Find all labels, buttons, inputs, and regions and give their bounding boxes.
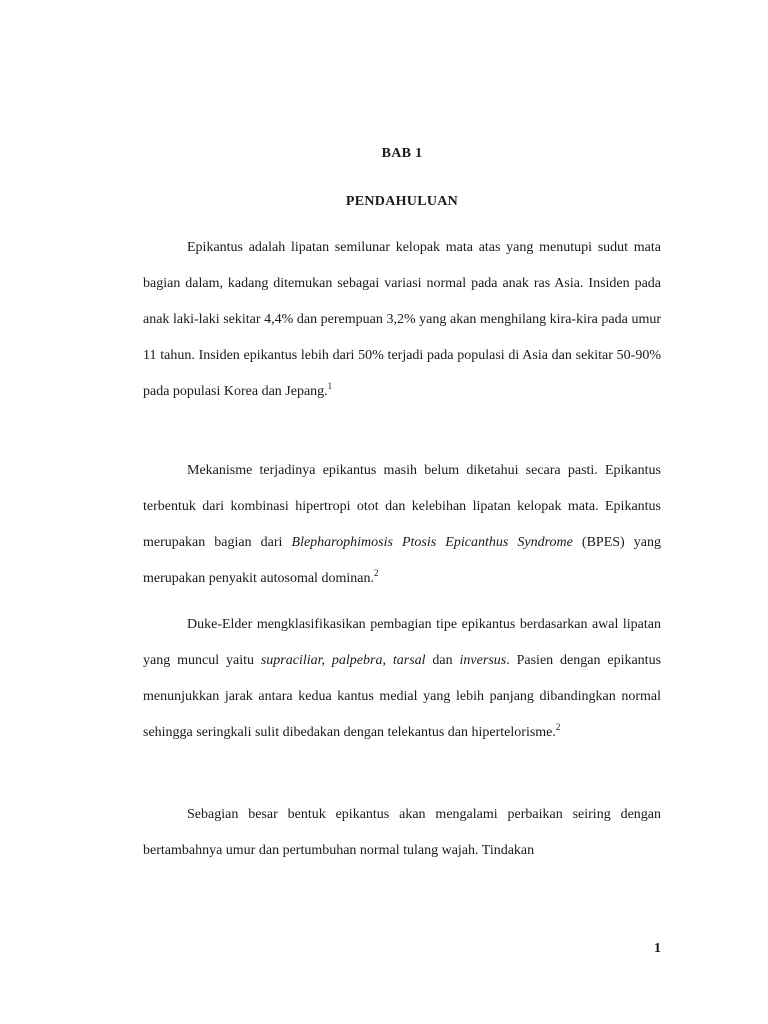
paragraph-2-italic-term: Blepharophimosis Ptosis Epicanthus Syndrome: [291, 535, 573, 550]
chapter-title: PENDAHULUAN: [345, 194, 459, 209]
paragraph-3-italic-types: supraciliar, palpebra, tarsal: [260, 653, 426, 668]
paragraph-3: [143, 607, 661, 751]
chapter-heading: BAB 1: [381, 146, 423, 161]
reference-marker: 1: [327, 381, 333, 391]
paragraph-4: [143, 797, 661, 869]
paragraph-3-italic-inversus: inversus: [459, 653, 507, 668]
paragraph-2-text-a: Mekanisme terjadinya epikantus masih belum diketahui secara pasti. Epikantus terbentuk dari kombinasi hipertropi otot dan kelebihan lipatan kelopak mata. Epikantus merupakan bagian dari: [143, 463, 661, 550]
paragraph-2: [143, 453, 661, 597]
paragraph-3-text-b: dan: [425, 653, 460, 668]
paragraph-1: [143, 230, 661, 410]
reference-marker: 2: [555, 722, 561, 732]
paragraph-3-text-c: . Pasien dengan epikantus menunjukkan jarak antara kedua kantus medial yang lebih panjang dibandingkan normal sehingga seringkali sulit dibedakan dengan telekantus dan hipertelorisme.: [143, 653, 662, 740]
page-number: 1: [654, 941, 661, 956]
paragraph-1-text: Epikantus adalah lipatan semilunar kelopak mata atas yang menutupi sudut mata bagian dalam, kadang ditemukan sebagai variasi normal pada anak ras Asia. Insiden pada anak laki-laki sekitar 4,4% dan perempuan 3,2% yang akan menghilang kira-kira pada umur 11 tahun. Insiden epikantus lebih dari 50% terjadi pada populasi di Asia dan sekitar 50-90% pada populasi Korea dan Jepang.: [143, 240, 661, 399]
paragraph-3-text-a: Duke-Elder mengklasifikasikan pembagian tipe epikantus berdasarkan awal lipatan yang muncul yaitu: [143, 617, 661, 668]
paragraph-2-text-b: (BPES) yang merupakan penyakit autosomal dominan.: [143, 535, 662, 586]
paragraph-4-text: Sebagian besar bentuk epikantus akan mengalami perbaikan seiring dengan bertambahnya umur dan pertumbuhan normal tulang wajah. Tindakan: [143, 807, 661, 858]
reference-marker: 2: [373, 568, 379, 578]
